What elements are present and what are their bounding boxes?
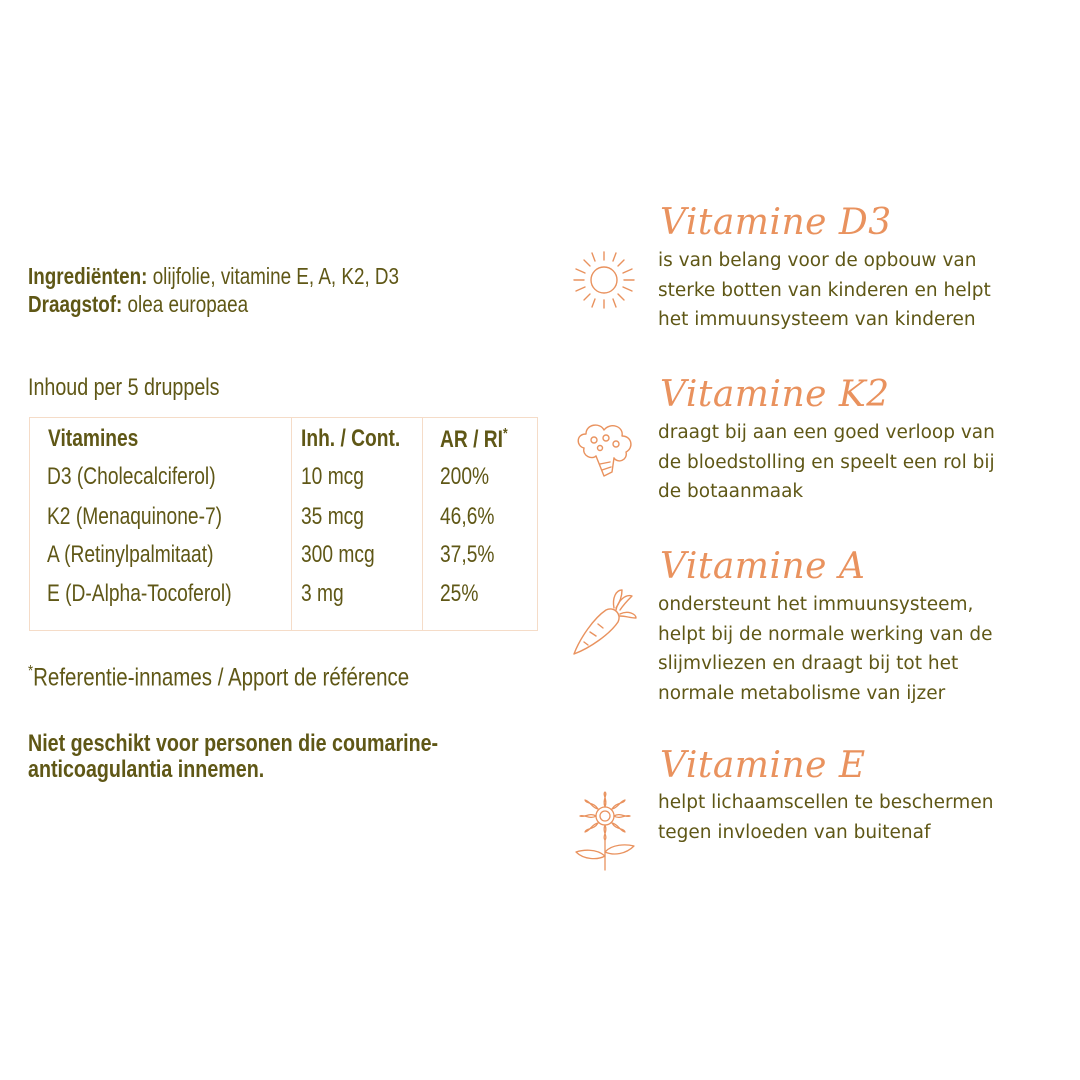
description-line: draagt bij aan een goed verloop van <box>658 422 995 443</box>
table-cell-percent: 200% <box>440 463 490 490</box>
warning-line: anticoagulantia innemen. <box>28 756 265 783</box>
carrier-line <box>28 290 399 318</box>
vitamin-d3-description <box>658 246 1038 335</box>
table-cell-vitamin: K2 (Menaquinone-7) <box>47 503 223 530</box>
nutrition-table <box>29 417 538 631</box>
carrier-label: Draagstof: <box>28 291 123 317</box>
table-cell-percent: 37,5% <box>440 541 495 568</box>
reference-text: Referentie-innames / Apport de référence <box>33 663 410 692</box>
table-cell-amount: 3 mg <box>301 580 344 607</box>
description-line: helpt bij de normale werking van de <box>658 623 993 645</box>
vitamin-k2-title: Vitamine K2 <box>660 374 890 415</box>
table-divider <box>422 418 423 630</box>
description-line: het immuunsysteem van kinderen <box>658 309 976 330</box>
table-cell-percent: 25% <box>440 580 479 607</box>
description-line: tegen invloeden van buitenaf <box>658 821 931 843</box>
vitamin-d3-title: Vitamine D3 <box>660 202 892 243</box>
ingredients-block <box>28 262 399 318</box>
sunflower-icon <box>572 790 638 872</box>
table-cell-amount: 35 mcg <box>301 503 364 530</box>
warning-line: Niet geschikt voor personen die coumarine- <box>28 730 439 757</box>
sun-icon <box>572 250 636 310</box>
vitamin-a-description <box>658 590 1038 708</box>
description-line: de bloedstolling en speelt een rol bij <box>658 451 995 473</box>
reference-note <box>28 663 409 692</box>
carrot-icon <box>570 588 638 658</box>
description-line: helpt lichaamscellen te beschermen <box>658 792 994 813</box>
vitamin-e-title: Vitamine E <box>660 745 866 786</box>
carrier-value: olea europaea <box>127 291 249 317</box>
table-cell-vitamin: D3 (Cholecalciferol) <box>47 463 216 490</box>
vitamin-a-title: Vitamine A <box>660 546 866 587</box>
description-line: de botaanmaak <box>658 481 804 502</box>
description-line: ondersteunt het immuunsysteem, <box>658 594 974 615</box>
description-line: slijmvliezen en draagt bij tot het <box>658 653 959 674</box>
table-header-ar-ri-label: AR / RI <box>440 426 503 453</box>
reference-asterisk: * <box>28 663 34 680</box>
description-line: normale metabolisme van ijzer <box>658 682 946 704</box>
table-header-asterisk: * <box>502 425 508 442</box>
vitamin-k2-description <box>658 418 1038 507</box>
table-cell-vitamin: E (D-Alpha-Tocoferol) <box>47 580 232 607</box>
table-divider <box>291 418 292 630</box>
warning-text <box>28 731 520 783</box>
ingredients-label: Ingrediënten: <box>28 263 148 289</box>
vitamin-e-description <box>658 788 1038 847</box>
table-header-vitamines: Vitamines <box>48 425 139 452</box>
broccoli-icon <box>572 418 638 484</box>
table-header-content: Inh. / Cont. <box>301 425 401 452</box>
ingredients-line <box>28 262 399 290</box>
table-cell-amount: 300 mcg <box>301 541 375 568</box>
description-line: is van belang voor de opbouw van <box>658 250 977 271</box>
description-line: sterke botten van kinderen en helpt <box>658 279 991 301</box>
table-cell-percent: 46,6% <box>440 503 495 530</box>
table-header-ar-ri <box>440 425 508 454</box>
ingredients-value: olijfolie, vitamine E, A, K2, D3 <box>152 263 400 289</box>
table-cell-amount: 10 mcg <box>301 463 364 490</box>
contents-heading: Inhoud per 5 druppels <box>28 374 220 401</box>
table-cell-vitamin: A (Retinylpalmitaat) <box>47 541 214 568</box>
